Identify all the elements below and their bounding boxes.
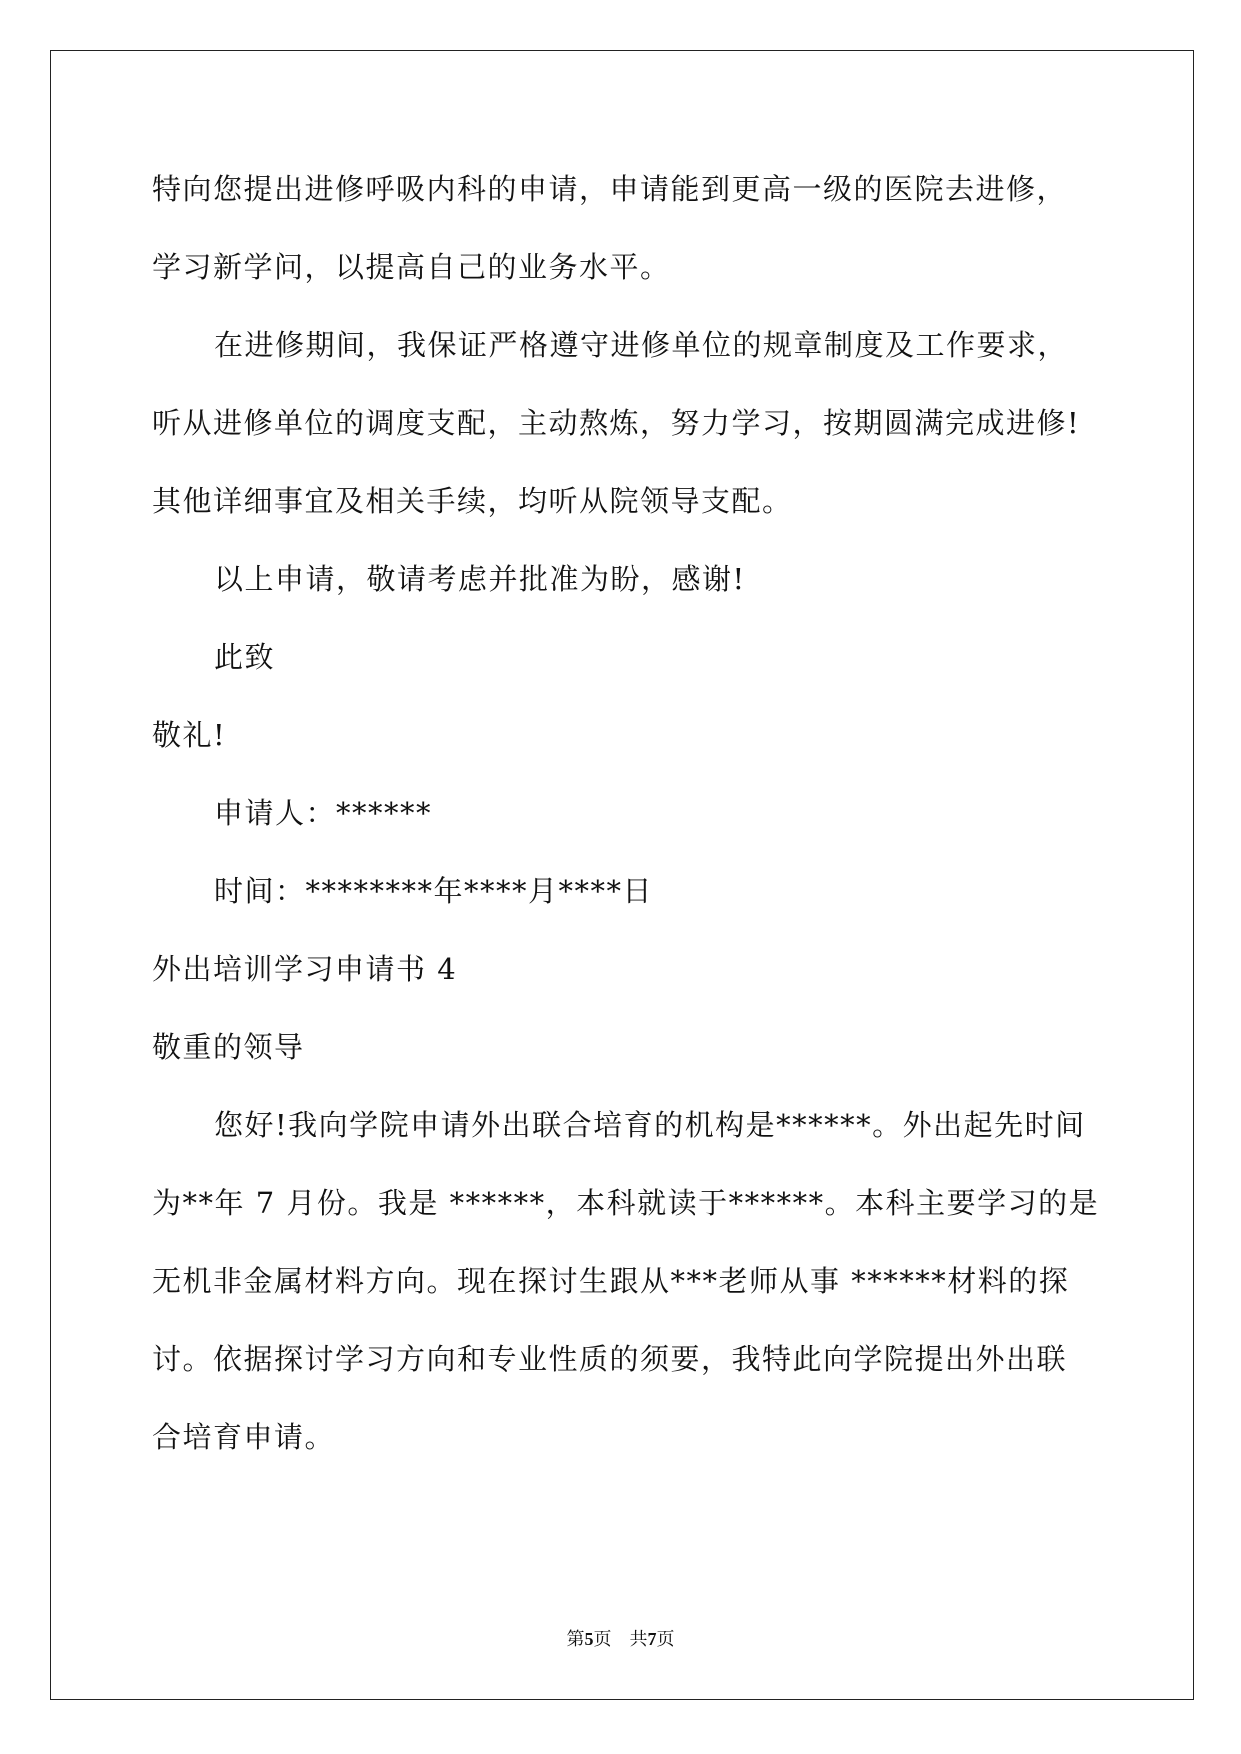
footer-prefix: 第 (566, 1629, 585, 1650)
date-line: 时间：********年****月****日 (214, 874, 654, 908)
text-line: 讨。依据探讨学习方向和专业性质的须要，我特此向学院提出外出联 (152, 1342, 1068, 1376)
text-line: 特向您提出进修呼吸内科的申请，申请能到更高一级的医院去进修， (152, 172, 1068, 206)
page-footer (0, 1627, 1241, 1652)
document-body (152, 150, 1100, 1476)
closing-regards: 敬礼! (152, 718, 227, 752)
greeting: 敬重的领导 (152, 1030, 305, 1064)
text-line: 合培育申请。 (152, 1420, 336, 1454)
footer-page-number: 5 (584, 1629, 594, 1649)
text-line: 其他详细事宜及相关手续，均听从院领导支配。 (152, 484, 793, 518)
text-line: 为**年 7 月份。我是 ******，本科就读于******。本科主要学习的是 (152, 1186, 1100, 1220)
text-line: 在进修期间，我保证严格遵守进修单位的规章制度及工作要求， (214, 328, 1069, 362)
closing-salutation: 此致 (214, 640, 276, 674)
applicant-line: 申请人：****** (214, 796, 433, 830)
text-line: 您好!我向学院申请外出联合培育的机构是******。外出起先时间 (214, 1108, 1086, 1142)
text-line: 听从进修单位的调度支配，主动熬炼，努力学习，按期圆满完成进修! (152, 406, 1081, 440)
footer-total-suffix: 页 (656, 1629, 675, 1650)
text-line: 学习新学问，以提高自己的业务水平。 (152, 250, 671, 284)
footer-total-pages: 7 (647, 1629, 657, 1649)
footer-page-suffix: 页 (593, 1629, 612, 1650)
text-line: 无机非金属材料方向。现在探讨生跟从***老师从事 ******材料的探 (152, 1264, 1070, 1298)
footer-total-prefix: 共 (629, 1629, 648, 1650)
section-title: 外出培训学习申请书 4 (152, 952, 458, 986)
text-line: 以上申请，敬请考虑并批准为盼，感谢! (214, 562, 746, 596)
